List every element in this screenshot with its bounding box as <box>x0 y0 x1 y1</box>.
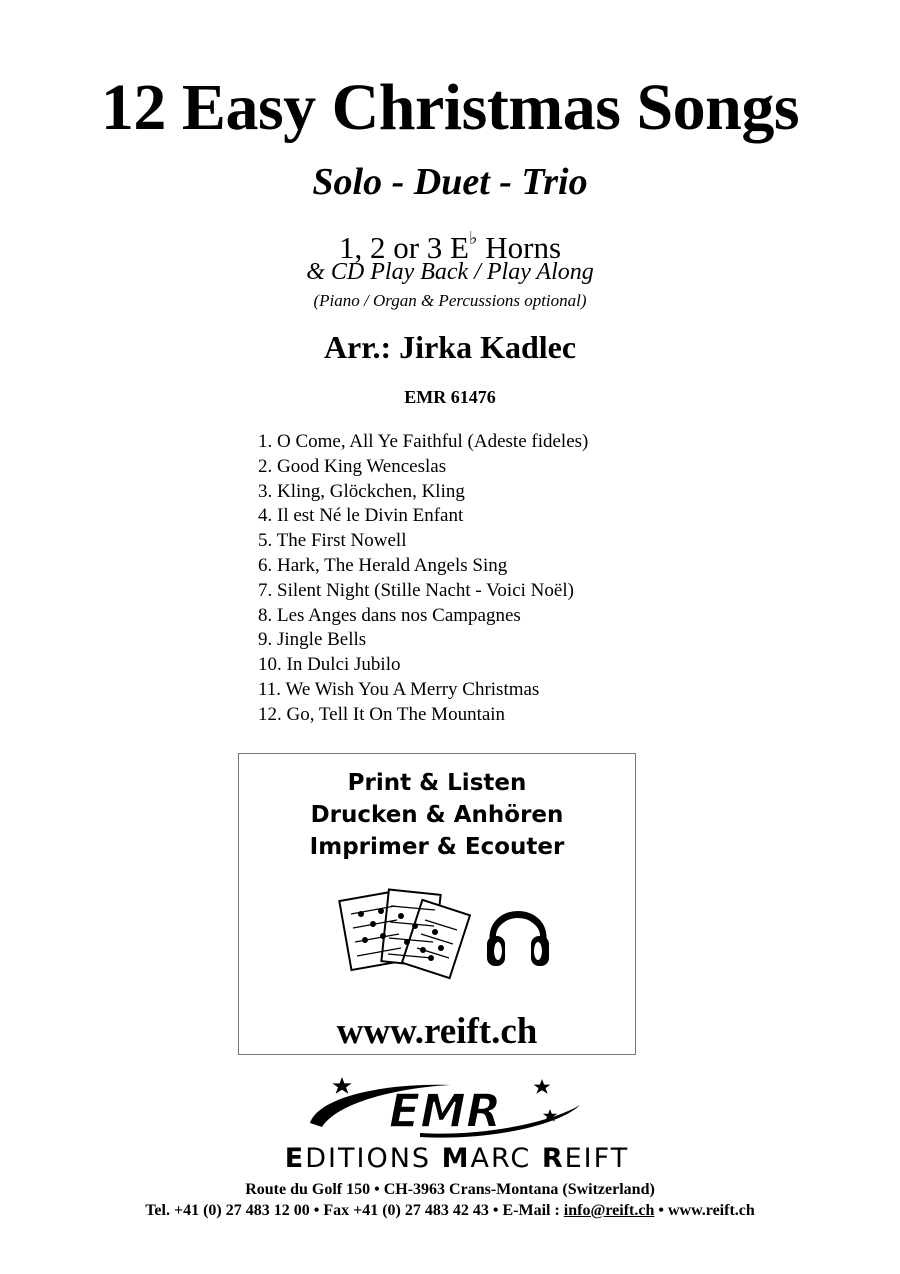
song-item: 8. Les Anges dans nos Campagnes <box>258 604 521 626</box>
publisher-contact <box>0 1201 900 1221</box>
arranger: Arr.: Jirka Kadlec <box>323 329 577 365</box>
song-item: 5. The First Nowell <box>258 530 407 552</box>
sheet-music-icon <box>337 884 471 984</box>
contact-phone-fax: Tel. +41 (0) 27 483 12 00 • Fax +41 (0) 27 483 42 43 • E-Mail : <box>145 1202 564 1219</box>
song-item: 9. Jingle Bells <box>258 629 367 651</box>
song-item: 2. Good King Wenceslas <box>258 455 447 477</box>
logo-text: EMR <box>388 1084 502 1138</box>
cd-line: & CD Play Back / Play Along <box>306 259 594 285</box>
optional-line: (Piano / Organ & Percussions optional) <box>313 291 587 310</box>
promo-line-fr: Imprimer & Ecouter <box>309 834 565 860</box>
song-item: 11. We Wish You A Merry Christmas <box>258 678 540 700</box>
print-listen-box <box>238 753 636 1055</box>
subtitle: Solo - Duet - Trio <box>312 161 588 203</box>
contact-website[interactable]: • www.reift.ch <box>654 1202 755 1219</box>
song-item: 7. Silent Night (Stille Nacht - Voici Noël) <box>258 579 574 601</box>
instrumentation-suffix: Horns <box>477 230 562 265</box>
song-item: 4. Il est Né le Divin Enfant <box>258 505 464 527</box>
brand-part: DITIONS <box>305 1143 442 1174</box>
brand-part: EIFT <box>564 1143 630 1174</box>
brand-initial-e: E <box>284 1143 306 1174</box>
promo-line-de: Drucken & Anhören <box>310 802 564 828</box>
catalog-number: EMR 61476 <box>404 387 496 407</box>
song-item: 6. Hark, The Herald Angels Sing <box>258 554 508 576</box>
brand-initial-r: R <box>541 1143 565 1174</box>
song-list <box>258 430 588 728</box>
email-link[interactable]: info@reift.ch <box>563 1202 655 1219</box>
song-item: 10. In Dulci Jubilo <box>258 654 401 676</box>
emr-logo <box>300 1075 590 1143</box>
publisher-name <box>237 1144 677 1174</box>
promo-website[interactable]: www.reift.ch <box>336 1011 538 1052</box>
flat-sign: ♭ <box>468 228 478 248</box>
page-title: 12 Easy Christmas Songs <box>100 71 800 144</box>
instrumentation-text: 1, 2 or 3 E <box>338 230 469 265</box>
song-item: 1. O Come, All Ye Faithful (Adeste fideles) <box>258 431 589 452</box>
publisher-address: Route du Golf 150 • CH-3963 Crans-Montana (Switzerland) <box>245 1181 655 1198</box>
promo-line-en: Print & Listen <box>347 770 527 796</box>
headphones-icon <box>483 894 553 972</box>
brand-initial-m: M <box>441 1143 471 1174</box>
song-item: 3. Kling, Glöckchen, Kling <box>258 480 465 502</box>
brand-part: ARC <box>470 1143 542 1174</box>
song-item: 12. Go, Tell It On The Mountain <box>258 703 506 725</box>
